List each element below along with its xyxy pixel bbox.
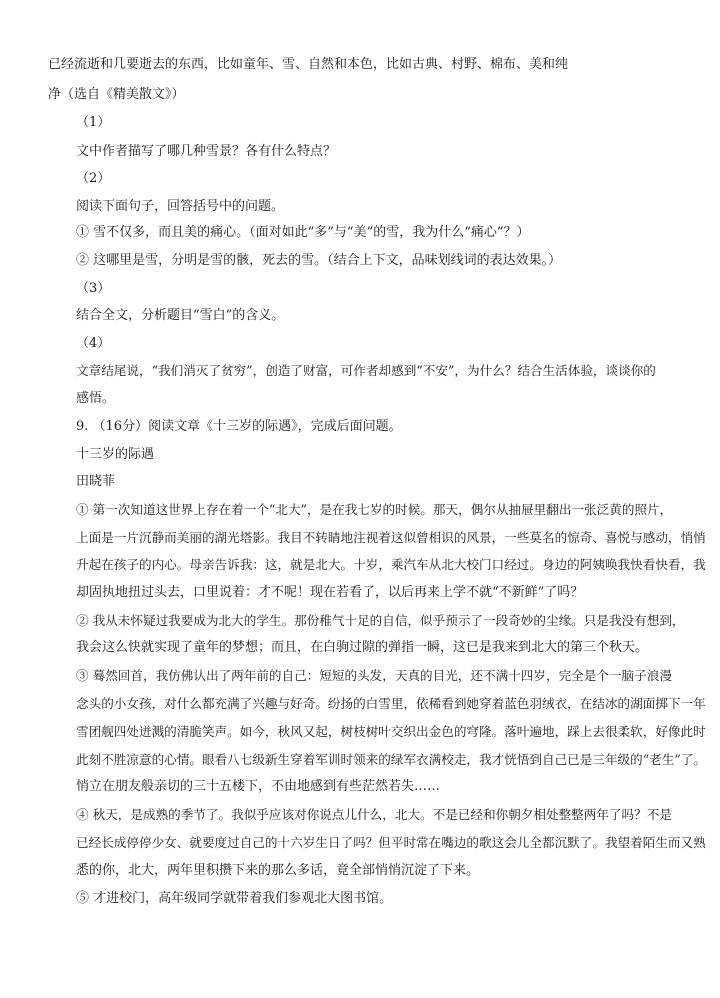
question-text: 感悟。 [76, 391, 116, 406]
question-number: （3） [76, 281, 111, 296]
paragraph-line: ③ 蓦然回首，我仿佛认出了两年前的自己：短短的头发，天真的目光，还不满十四岁，完全是个一脑子浪漫 [76, 668, 672, 683]
paragraph-line: ① 第一次知道这世界上存在着一个“北大”，是在我七岁的时候。那天，偶尔从抽屉里翻出一张泛黄的照片， [76, 502, 673, 517]
text-line: 已经流逝和几要逝去的东西，比如童年、雪、自然和本色，比如古典、村野、棉布、美和纯 [48, 57, 569, 72]
question-text: 结合全文，分析题目“雪白”的含义。 [76, 308, 285, 323]
question-text: ② 这哪里是雪，分明是雪的骸，死去的雪。（结合上下文，品味划线词的表达效果。） [76, 253, 562, 268]
paragraph-line: 上面是一片沉静而美丽的湖光塔影。我目不转睛地注视着这似曾相识的风景，一些莫名的惊奇、喜悦与感动，悄悄 [76, 530, 706, 545]
paragraph-line: 此刻不胜凉意的心情。眼看八七级新生穿着军训时领来的绿军衣满校走，我才恍悟到自己已是三年级的“老生”了。 [76, 752, 706, 767]
paragraph-line: 念头的小女孩，对什么都充满了兴趣与好奇。纷扬的白雪里，依稀看到她穿着蓝色羽绒衣，在结冰的湖面掷下一年 [76, 696, 706, 711]
question-text: 阅读下面句子，回答括号中的问题。 [76, 199, 285, 214]
paragraph-line: 我会这么快就实现了童年的梦想；而且，在白驹过隙的弹指一瞬，这已是我来到北大的第三个秋天。 [76, 640, 649, 655]
paragraph-line: ② 我从未怀疑过我要成为北大的学生。那份稚气十足的自信，似乎预示了一段奇妙的尘缘。只是我没有想到， [76, 613, 685, 628]
question-text: ① 雪不仅多，而且美的痛心。（面对如此“多”与“美”的雪，我为什么“痛心”？） [76, 225, 530, 240]
paragraph-line: 悄立在朋友般亲切的三十五楼下，不由地感到有些茫然若失…… [76, 779, 441, 794]
paragraph-line: ④ 秋天，是成熟的季节了。我似乎应该对你说点儿什么，北大。不是已经和你朝夕相处整整两年了吗？不是 [76, 807, 672, 822]
text-line: 净（选自《精美散文》） [48, 87, 185, 102]
question-text: 文章结尾说，“我们消灭了贫穷”，创造了财富，可作者却感到“不安”，为什么？结合生活体验，谈谈你的 [76, 363, 656, 378]
question-number: （4） [76, 336, 111, 351]
paragraph-line: ⑤ 才进校门，高年级同学就带着我们参观北大图书馆。 [76, 891, 393, 906]
question-text: 文中作者描写了哪几种雪景？各有什么特点？ [76, 144, 337, 159]
paragraph-line: 升起在孩子的内心。母亲告诉我：这，就是北大。十岁，乘汽车从北大校门口经过。身边的阿姨唤我快看快看，我 [76, 557, 706, 572]
question-number: （1） [76, 115, 111, 130]
article-title: 十三岁的际遇 [76, 447, 155, 462]
paragraph-line: 已经长成停停少女、就要度过自己的十六岁生日了吗？但平时常在嘴边的歌这会儿全都沉默了。我望着陌生而又熟 [76, 835, 706, 850]
paragraph-line: 却固执地扭过头去，口里说着：才不呢！现在若看了，以后再来上学不就“不新鲜”了吗？ [76, 585, 584, 600]
article-author: 田晓菲 [76, 474, 116, 489]
paragraph-line: 悉的你，北大，两年里积攒下来的那么多话，竟全部悄悄沉淀了下来。 [76, 863, 480, 878]
question-header: 9. （16分）阅读文章《十三岁的际遇》，完成后面问题。 [76, 419, 402, 434]
question-number: （2） [76, 171, 111, 186]
paragraph-line: 雪团舰四处迸溅的清脆笑声。如今，秋风又起，树枝树叶交织出金色的穹隆。落叶遍地，踩上去很柔软，好像此时 [76, 724, 706, 739]
